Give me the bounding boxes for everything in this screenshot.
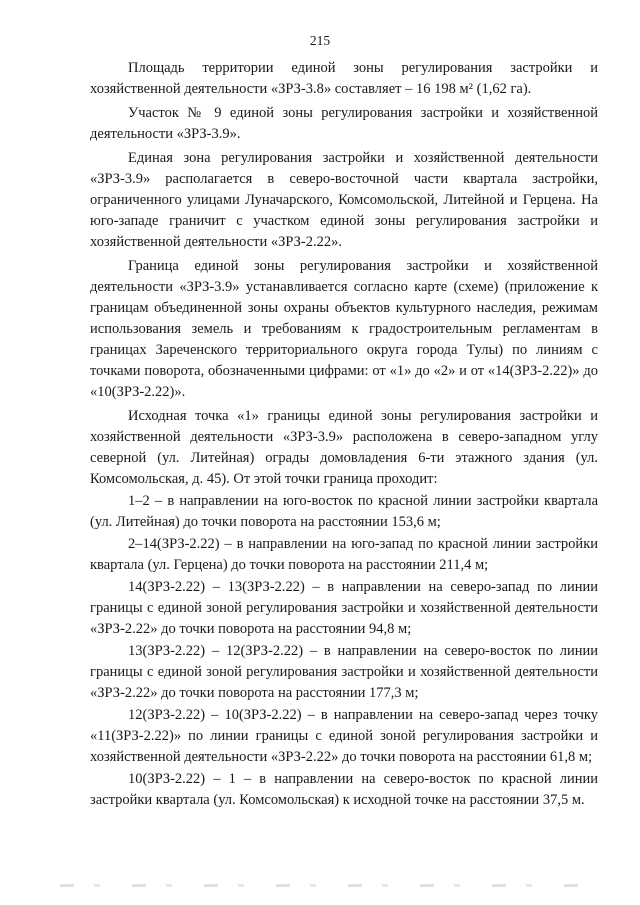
paragraph-section-heading: Участок № 9 единой зоны регулирования застройки и хозяйственной деятельности «ЗРЗ-3.9». — [90, 105, 598, 142]
paragraph-location: Единая зона регулирования застройки и хозяйственной деятельности «ЗРЗ-3.9» располагается в северо-восточной части квартала застройки, ограниченного улицами Луначарского, Комсомольской, Литейной и Герцена. На юго-западе граничит с участком единой зоны регулирования застройки и хозяйственной деятельности «ЗРЗ-2.22». — [90, 150, 598, 250]
paragraph-area-zrz-3-8: Площадь территории единой зоны регулирования застройки и хозяйственной деятельности «ЗРЗ-3.8» составляет – 16 198 м² (1,62 га). — [90, 60, 598, 97]
page-number: 215 — [309, 33, 331, 48]
paragraph-segment-1: 1–2 – в направлении на юго-восток по красной линии застройки квартала (ул. Литейная) до точки поворота на расстоянии 153,6 м; — [90, 493, 598, 530]
paragraph-segment-6: 10(ЗРЗ-2.22) – 1 – в направлении на северо-восток по красной линии застройки квартала (ул. Комсомольская) к исходной точке на расстоянии 37,5 м. — [90, 771, 598, 808]
paragraph-segment-3: 14(ЗРЗ-2.22) – 13(ЗРЗ-2.22) – в направлении на северо-запад по линии границы с единой зоной регулирования застройки и хозяйственной деятельности «ЗРЗ-2.22» до точки поворота на расстоянии 94,8 м; — [90, 579, 598, 637]
paragraph-segment-5: 12(ЗРЗ-2.22) – 10(ЗРЗ-2.22) – в направлении на северо-запад через точку «11(ЗРЗ-2.22)» по линии границы с единой зоной регулирования застройки и хозяйственной деятельности «ЗРЗ-2.22» до точки поворота на расстоянии 61,8 м; — [90, 707, 598, 765]
paragraph-segment-2: 2–14(ЗРЗ-2.22) – в направлении на юго-запад по красной линии застройки квартала (ул. Герцена) до точки поворота на расстоянии 211,4 м; — [90, 536, 598, 573]
paragraph-boundary: Граница единой зоны регулирования застройки и хозяйственной деятельности «ЗРЗ-3.9» устанавливается согласно карте (схеме) (приложение к границам объединенной зоны охраны объектов культурного наследия, режимам использования земель и требованиям к градостроительным регламентам в границах Зареченского территориального округа города Тулы) по линиям с точками поворота, обозначенными цифрами: от «1» до «2» и от «14(ЗРЗ-2.22)» до «10(ЗРЗ-2.22)». — [90, 258, 598, 400]
paragraph-segment-4: 13(ЗРЗ-2.22) – 12(ЗРЗ-2.22) – в направлении на северо-восток по линии границы с единой зоной регулирования застройки и хозяйственной деятельности «ЗРЗ-2.22» до точки поворота на расстоянии 177,3 м; — [90, 643, 598, 701]
document-body — [90, 58, 598, 812]
scan-artifact-line — [60, 884, 580, 887]
paragraph-start-point: Исходная точка «1» границы единой зоны регулирования застройки и хозяйственной деятельности «ЗРЗ-3.9» расположена в северо-западном углу северной (ул. Литейная) ограды домовладения 6-ти этажного здания (ул. Комсомольская, д. 45). От этой точки граница проходит: — [90, 408, 598, 487]
